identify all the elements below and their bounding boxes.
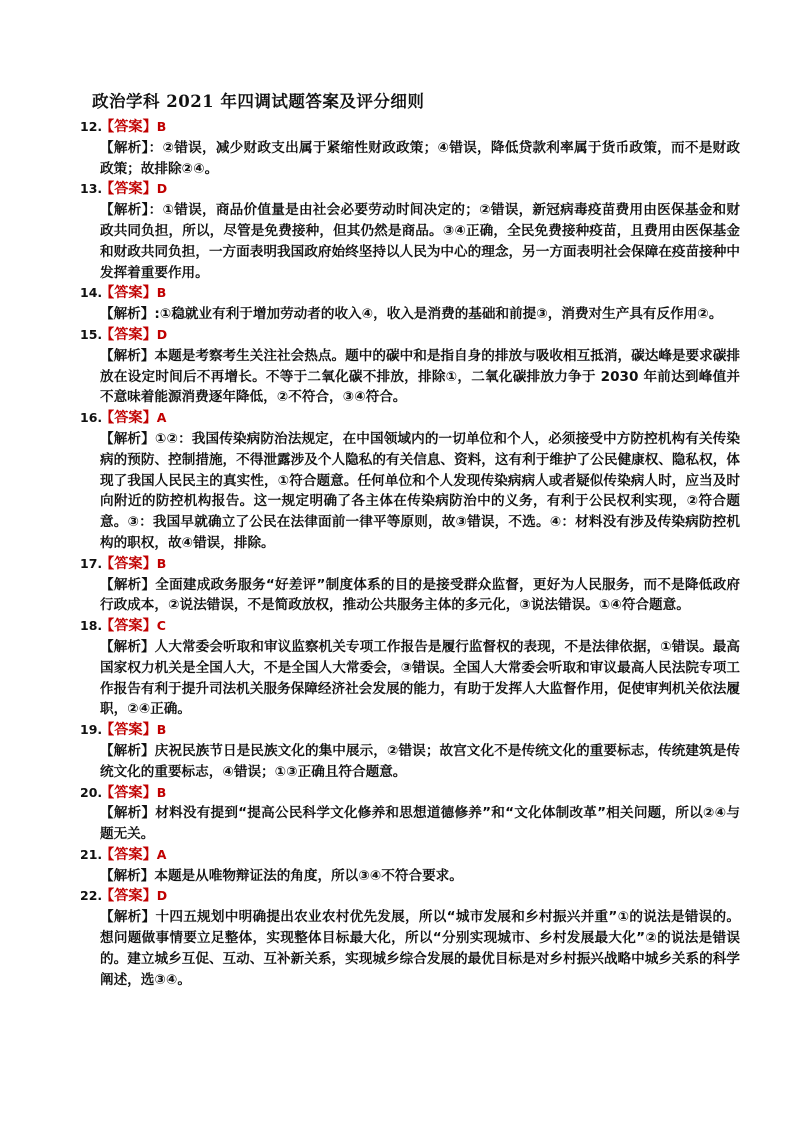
question-22 — [80, 886, 740, 990]
question-number: 20. — [80, 784, 103, 800]
answer-line — [80, 616, 740, 637]
question-number: 22. — [80, 888, 103, 904]
answer-letter: A — [156, 846, 167, 862]
answer-letter: A — [156, 410, 167, 426]
answer-line — [80, 283, 740, 304]
answer-letter: D — [156, 888, 168, 904]
answer-line — [80, 325, 740, 346]
question-15 — [80, 325, 740, 408]
explanation-text: 【解析】本题是从唯物辩证法的角度，所以③④不符合要求。 — [100, 867, 463, 884]
question-number: 13. — [80, 181, 103, 197]
answer-tag: 【答案】 — [100, 722, 157, 739]
answer-line — [80, 179, 740, 200]
answer-tag: 【答案】 — [100, 784, 157, 801]
answer-line — [80, 886, 740, 907]
answer-letter: B — [156, 784, 167, 800]
question-20 — [80, 783, 740, 845]
answer-letter: D — [156, 181, 168, 197]
answer-tag: 【答案】 — [100, 555, 157, 572]
question-number: 19. — [80, 722, 103, 738]
explanation-text: 【解析】：②错误，减少财政支出属于紧缩性财政政策；④错误，降低贷款利率属于货币政策，而不是财政政策；故排除②④。 — [100, 139, 740, 177]
answer-line — [80, 783, 740, 804]
answer-tag: 【答案】 — [100, 285, 157, 302]
answer-letter: B — [156, 119, 167, 134]
answer-line — [80, 117, 740, 138]
answer-line — [80, 554, 740, 575]
question-number: 15. — [80, 326, 103, 342]
answer-letter: C — [156, 618, 166, 634]
answer-tag: 【答案】 — [100, 846, 157, 863]
question-12 — [80, 117, 740, 179]
document-title: 政治学科 2021 年四调试题答案及评分细则 — [92, 92, 425, 111]
explanation-text: 【解析】材料没有提到“提高公民科学文化修养和思想道德修养”和“文化体制改革”相关问题，所以②④与题无关。 — [100, 805, 740, 843]
answer-line — [80, 720, 740, 741]
answer-line — [80, 845, 740, 866]
question-number: 12. — [80, 119, 103, 134]
explanation-text: 【解析】十四五规划中明确提出农业农村优先发展，所以“城市发展和乡村振兴并重”①的说法是错误的。想问题做事情要立足整体，实现整体目标最大化，所以“分别实现城市、乡村发展最大化”②的说法是错误的。建立城乡互促、互动、互补新关系，实现城乡综合发展的最优目标是对乡村振兴战略中城乡关系的科学阐述，选③④。 — [100, 909, 740, 988]
answer-letter: B — [156, 285, 167, 301]
explanation-text: 【解析】本题是考察考生关注社会热点。题中的碳中和是指自身的排放与吸收相互抵消，碳达峰是要求碳排放在设定时间后不再增长。不等于二氧化碳不排放，排除①，二氧化碳排放力争于 2030 年前达到峰值并不意味着能源消费逐年降低，②不符合，③④符合。 — [100, 347, 740, 406]
explanation-text: 【解析】:①稳就业有利于增加劳动者的收入④，收入是消费的基础和前提③，消费对生产具有反作用②。 — [100, 306, 723, 323]
explanation-text: 【解析】庆祝民族节日是民族文化的集中展示，②错误；故宫文化不是传统文化的重要标志，传统建筑是传统文化的重要标志，④错误；①③正确且符合题意。 — [100, 742, 740, 780]
explanation-text: 【解析】全面建成政务服务“好差评”制度体系的目的是接受群众监督，更好为人民服务，而不是降低政府行政成本，②说法错误，不是简政放权，推动公共服务主体的多元化，③说法错误。①④符合题意。 — [100, 576, 740, 614]
answer-tag: 【答案】 — [100, 181, 157, 198]
answer-tag: 【答案】 — [100, 410, 157, 427]
answer-tag: 【答案】 — [100, 618, 157, 635]
question-number: 16. — [80, 410, 103, 426]
answer-line — [80, 408, 740, 429]
question-18 — [80, 616, 740, 720]
question-21 — [80, 845, 740, 887]
answer-letter: B — [156, 555, 167, 571]
question-number: 14. — [80, 285, 103, 301]
answer-letter: B — [156, 722, 167, 738]
answer-tag: 【答案】 — [100, 888, 157, 905]
question-number: 17. — [80, 555, 103, 571]
explanation-text: 【解析】①②：我国传染病防治法规定，在中国领域内的一切单位和个人，必须接受中方防控机构有关传染病的预防、控制措施，不得泄露涉及个人隐私的有关信息、资料，这有利于维护了公民健康权、隐私权，体现了我国人民民主的真实性，①符合题意。任何单位和个人发现传染病病人或者疑似传染病人时，应当及时向附近的防控机构报告。这一规定明确了各主体在传染病防治中的义务，有利于公民权利实现，②符合题意。③：我国早就确立了公民在法律面前一律平等原则，故③错误，不选。④：材料没有涉及传染病防控机构的职权，故④错误，排除。 — [100, 430, 740, 551]
question-number: 18. — [80, 618, 103, 634]
answer-tag: 【答案】 — [100, 119, 157, 135]
question-13 — [80, 179, 740, 283]
explanation-text: 【解析】人大常委会听取和审议监察机关专项工作报告是履行监督权的表现，不是法律依据，①错误。最高国家权力机关是全国人大，不是全国人大常委会，③错误。全国人大常委会听取和审议最高人民法院专项工作报告有利于提升司法机关服务保障经济社会发展的能力，有助于发挥人大监督作用，促使审判机关依法履职，②④正确。 — [100, 638, 740, 718]
question-17 — [80, 554, 740, 616]
answer-letter: D — [156, 326, 168, 342]
question-19 — [80, 720, 740, 782]
answer-tag: 【答案】 — [100, 326, 157, 343]
question-list — [80, 117, 740, 990]
explanation-text: 【解析】：①错误，商品价值量是由社会必要劳动时间决定的；②错误，新冠病毒疫苗费用由医保基金和财政共同负担，所以，尽管是免费接种，但其仍然是商品。③④正确，全民免费接种疫苗，且费用由医保基金和财政共同负担，一方面表明我国政府始终坚持以人民为中心的理念，另一方面表明社会保障在疫苗接种中发挥着重要作用。 — [100, 202, 740, 281]
question-14 — [80, 283, 740, 325]
question-number: 21. — [80, 846, 103, 862]
question-16 — [80, 408, 740, 554]
